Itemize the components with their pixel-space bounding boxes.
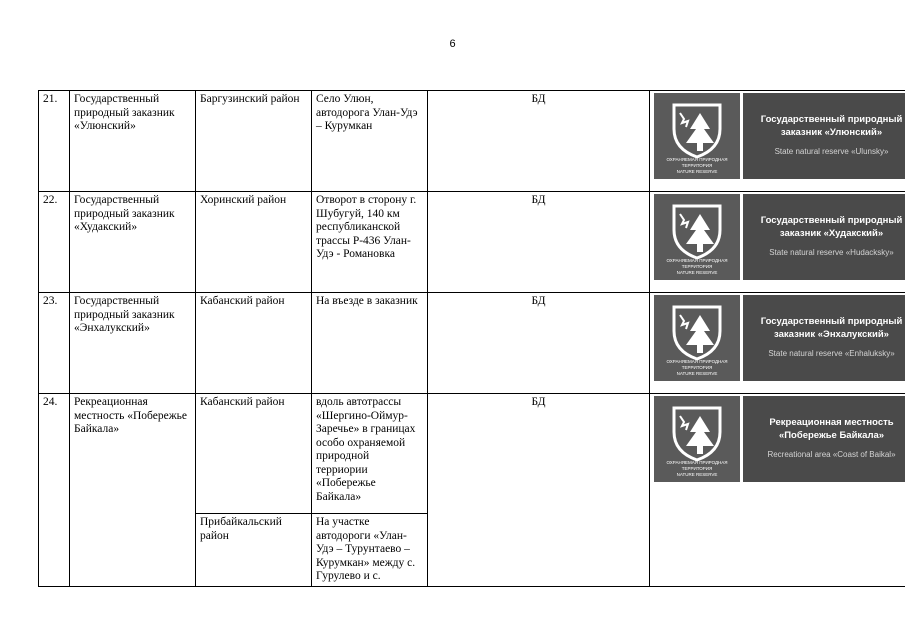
road-sign <box>654 295 905 381</box>
object-name: Государственный природный заказник «Улюнский» <box>70 91 196 192</box>
sign-cell <box>650 91 905 192</box>
road-sign <box>654 396 905 482</box>
sign-title-line-2: заказник «Энхалукский» <box>774 329 889 341</box>
sign-emblem-panel <box>654 93 740 179</box>
emblem-caption: ОХРАНЯЕМАЯ ПРИРОДНАЯ ТЕРРИТОРИЯ NATURE RESERVE <box>666 258 728 275</box>
district: Хоринский район <box>196 192 312 293</box>
sign-title-english: State natural reserve «Hudacksky» <box>769 248 894 258</box>
sign-cell <box>650 293 905 394</box>
row-number: 24. <box>39 394 70 587</box>
sign-title-line-1: Государственный природный <box>760 215 903 227</box>
sign-type: БД <box>428 192 650 293</box>
sign-text <box>743 295 905 381</box>
row-number: 22. <box>39 192 70 293</box>
sign-title-line-2: заказник «Улюнский» <box>780 127 883 139</box>
location: вдоль автотрассы «Шергино-Оймур-Заречье» в границах особо охраняемой природной терриории «Побережье Байкала» <box>312 394 428 514</box>
district: Кабанский район <box>196 394 312 514</box>
reserve-emblem-icon <box>670 200 724 260</box>
row-number: 21. <box>39 91 70 192</box>
sign-title-line-2: заказник «Худакский» <box>779 228 884 240</box>
object-name: Государственный природный заказник «Худакский» <box>70 192 196 293</box>
reserve-emblem-icon <box>670 402 724 462</box>
location: На участке автодороги «Улан-Удэ – Турунтаево – Курумкан» между с. Гурулево и с. <box>312 514 428 587</box>
reserve-signs-table <box>38 90 905 587</box>
row-number: 23. <box>39 293 70 394</box>
district: Кабанский район <box>196 293 312 394</box>
road-sign <box>654 93 905 179</box>
sign-text <box>743 194 905 280</box>
reserve-emblem-icon <box>670 301 724 361</box>
emblem-caption: ОХРАНЯЕМАЯ ПРИРОДНАЯ ТЕРРИТОРИЯ NATURE RESERVE <box>666 157 728 174</box>
road-sign <box>654 194 905 280</box>
object-name: Государственный природный заказник «Энхалукский» <box>70 293 196 394</box>
location: Отворот в сторону г. Шубугуй, 140 км республиканской трассы Р-436 Улан-Удэ - Романовка <box>312 192 428 293</box>
sign-title-english: State natural reserve «Ulunsky» <box>774 147 889 157</box>
district: Баргузинский район <box>196 91 312 192</box>
table-row <box>39 192 905 293</box>
table-row <box>39 293 905 394</box>
table-row <box>39 91 905 192</box>
sign-type: БД <box>428 293 650 394</box>
sign-cell <box>650 394 905 587</box>
sign-title-line-1: Рекреационная местность <box>769 417 894 429</box>
location: Село Улюн, автодорога Улан-Удэ – Курумкан <box>312 91 428 192</box>
sign-title-english: State natural reserve «Enhaluksky» <box>768 349 895 359</box>
page-number: 6 <box>449 38 456 50</box>
emblem-caption: ОХРАНЯЕМАЯ ПРИРОДНАЯ ТЕРРИТОРИЯ NATURE RESERVE <box>666 460 728 477</box>
reserve-emblem-icon <box>670 99 724 159</box>
location: На въезде в заказник <box>312 293 428 394</box>
table-row <box>39 394 905 514</box>
sign-text <box>743 396 905 482</box>
sign-title-line-1: Государственный природный <box>760 114 903 126</box>
sign-title-line-2: «Побережье Байкала» <box>778 430 885 442</box>
sign-emblem-panel <box>654 396 740 482</box>
sign-type: БД <box>428 394 650 587</box>
sign-cell <box>650 192 905 293</box>
sign-emblem-panel <box>654 194 740 280</box>
sign-emblem-panel <box>654 295 740 381</box>
sign-type: БД <box>428 91 650 192</box>
object-name: Рекреационная местность «Побережье Байкала» <box>70 394 196 587</box>
sign-title-line-1: Государственный природный <box>760 316 903 328</box>
sign-text <box>743 93 905 179</box>
district: Прибайкальский район <box>196 514 312 587</box>
sign-title-english: Recreational area «Coast of Baikal» <box>767 450 896 460</box>
emblem-caption: ОХРАНЯЕМАЯ ПРИРОДНАЯ ТЕРРИТОРИЯ NATURE RESERVE <box>666 359 728 376</box>
